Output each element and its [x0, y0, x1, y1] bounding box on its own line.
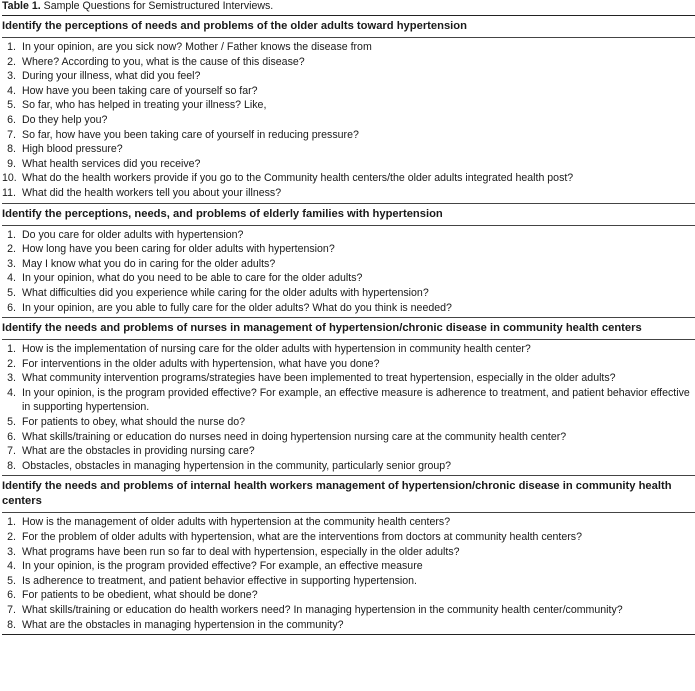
- question-text: How is the implementation of nursing care for the older adults with hypertension in community health center?: [22, 343, 531, 356]
- question-number: 1.: [7, 343, 16, 356]
- question-text: What skills/training or education do nurses need in doing hypertension nursing care at the community health center?: [22, 430, 567, 443]
- question-item: [2, 301, 695, 316]
- question-item: [2, 588, 695, 603]
- question-item: [2, 559, 695, 574]
- question-list: [2, 340, 695, 475]
- question-text: So far, who has helped in treating your illness? Like,: [22, 99, 267, 112]
- question-text: For the problem of older adults with hypertension, what are the interventions from doctors at community health centers?: [22, 531, 582, 544]
- question-text: What do the health workers provide if you go to the Community health centers/the older adults integrated health post?: [22, 172, 574, 185]
- question-item: [2, 545, 695, 560]
- question-item: [2, 342, 695, 357]
- question-item: [2, 228, 695, 243]
- question-item: [2, 186, 695, 201]
- question-number: 7.: [7, 604, 16, 616]
- question-text: What difficulties did you experience while caring for the older adults with hypertension?: [22, 286, 429, 299]
- question-number: 10.: [2, 172, 17, 185]
- question-item: [2, 286, 695, 301]
- question-list: [2, 226, 695, 318]
- table-caption: [2, 0, 695, 15]
- question-text: In your opinion, is the program provided effective? For example, an effective measure: [22, 560, 423, 573]
- question-number: 2.: [7, 357, 16, 370]
- question-text: What are the obstacles in providing nursing care?: [22, 445, 255, 458]
- question-number: 5.: [7, 286, 16, 299]
- question-text: What community intervention programs/strategies have been implemented to treat hypertension, especially in the older adults?: [22, 372, 616, 385]
- question-item: [2, 142, 695, 157]
- table-caption-label: Table 1.: [2, 0, 41, 12]
- question-number: 4.: [7, 560, 16, 573]
- question-item: [2, 530, 695, 545]
- question-text: During your illness, what did you feel?: [22, 70, 201, 83]
- question-number: 6.: [7, 430, 16, 443]
- question-text: Do you care for older adults with hypertension?: [22, 228, 244, 241]
- section-heading: Identify the needs and problems of nurses in management of hypertension/chronic disease in community health centers: [2, 322, 642, 335]
- question-item: [2, 459, 695, 474]
- question-number: 3.: [7, 545, 16, 558]
- question-text: In your opinion, are you able to fully care for the older adults? What do you think is needed?: [22, 301, 452, 314]
- question-text: In your opinion, what do you need to be able to care for the older adults?: [22, 272, 363, 285]
- question-number: 4.: [7, 272, 16, 285]
- section-heading: Identify the perceptions of needs and problems of the older adults toward hypertension: [2, 20, 467, 32]
- question-item: [2, 98, 695, 113]
- question-number: 6.: [7, 589, 16, 602]
- question-item: [2, 128, 695, 143]
- question-item: [2, 371, 695, 386]
- question-number: 7.: [7, 445, 16, 458]
- question-item: [2, 415, 695, 430]
- table-body: [2, 16, 695, 635]
- question-text: Where? According to you, what is the cause of this disease?: [22, 55, 305, 68]
- question-number: 1.: [7, 228, 16, 241]
- question-number: 6.: [7, 113, 16, 126]
- question-text: So far, how have you been taking care of yourself in reducing pressure?: [22, 128, 359, 141]
- question-number: 7.: [7, 128, 16, 141]
- question-text: For interventions in the older adults with hypertension, what have you done?: [22, 357, 380, 370]
- question-number: 8.: [7, 143, 16, 156]
- question-number: 6.: [7, 301, 16, 314]
- question-item: [2, 430, 695, 445]
- question-text: What are the obstacles in managing hypertension in the community?: [22, 618, 344, 631]
- question-number: 9.: [7, 157, 16, 170]
- question-text: How long have you been caring for older adults with hypertension?: [22, 243, 335, 256]
- question-number: 5.: [7, 574, 16, 587]
- question-text: High blood pressure?: [22, 143, 123, 156]
- question-number: 8.: [7, 459, 16, 472]
- question-item: [2, 271, 695, 286]
- question-text: What did the health workers tell you about your illness?: [22, 186, 282, 199]
- question-item: [2, 157, 695, 172]
- table-caption-text: Sample Questions for Semistructured Interviews.: [43, 0, 274, 12]
- section-heading: Identify the needs and problems of internal health workers management of hypertension/chronic disease in community health centers: [2, 480, 672, 508]
- question-text: Do they help you?: [22, 113, 108, 126]
- question-list: [2, 513, 695, 634]
- question-text: What health services did you receive?: [22, 157, 201, 170]
- question-number: 3.: [7, 257, 16, 270]
- question-text: In your opinion, is the program provided effective? For example, an effective measure is adherence to treatment, and patient behavior effective in supporting hypertension.: [22, 386, 690, 414]
- question-item: [2, 171, 695, 186]
- question-item: [2, 618, 695, 633]
- question-text: Is adherence to treatment, and patient behavior effective in supporting hypertension.: [22, 574, 417, 587]
- question-number: 3.: [7, 372, 16, 385]
- question-text: What programs have been run so far to deal with hypertension, especially in the older adults?: [22, 545, 460, 558]
- question-item: [2, 444, 695, 459]
- question-number: 3.: [7, 70, 16, 83]
- question-number: 1.: [7, 516, 16, 529]
- question-item: [2, 357, 695, 372]
- question-text: For patients to obey, what should the nurse do?: [22, 416, 246, 429]
- question-item: [2, 574, 695, 589]
- question-text: Obstacles, obstacles in managing hypertension in the community, particularly senior group?: [22, 459, 452, 472]
- question-number: 2.: [7, 531, 16, 544]
- question-number: 5.: [7, 99, 16, 112]
- question-item: [2, 69, 695, 84]
- section-end-rule: [2, 634, 695, 635]
- question-number: 8.: [7, 618, 16, 631]
- question-item: [2, 242, 695, 257]
- question-item: [2, 55, 695, 70]
- question-list: [2, 38, 695, 203]
- question-number: 2.: [7, 55, 16, 68]
- question-item: [2, 515, 695, 530]
- question-text: For patients to be obedient, what should be done?: [22, 589, 258, 602]
- question-item: [2, 40, 695, 55]
- question-number: 4.: [7, 84, 16, 97]
- question-number: 1.: [7, 41, 16, 53]
- question-text: How is the management of older adults with hypertension at the community health centers?: [22, 516, 451, 529]
- question-item: [2, 84, 695, 99]
- question-item: [2, 386, 695, 415]
- question-text: In your opinion, are you sick now? Mother / Father knows the disease from: [22, 41, 372, 53]
- section-heading: Identify the perceptions, needs, and problems of elderly families with hypertension: [2, 207, 443, 220]
- question-item: [2, 257, 695, 272]
- question-number: 4.: [7, 386, 16, 399]
- question-text: How have you been taking care of yourself so far?: [22, 84, 258, 97]
- question-item: [2, 113, 695, 128]
- question-text: What skills/training or education do health workers need? In managing hypertension in the community health center/community?: [22, 604, 623, 616]
- question-number: 5.: [7, 416, 16, 429]
- question-text: May I know what you do in caring for the older adults?: [22, 257, 276, 270]
- question-number: 2.: [7, 243, 16, 256]
- question-item: [2, 603, 695, 618]
- question-number: 11.: [2, 186, 16, 199]
